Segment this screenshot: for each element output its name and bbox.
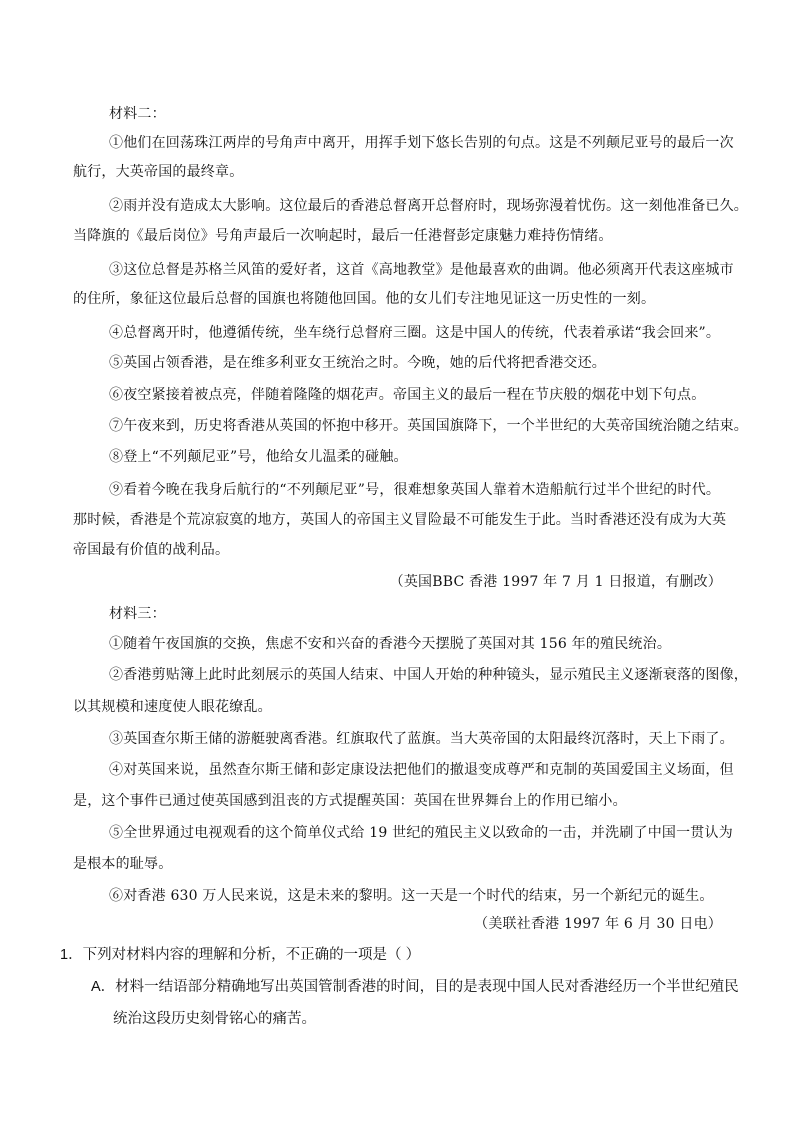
material2-heading: 材料二： (109, 106, 166, 122)
material3-p6: ⑥对香港 630 万人民来说，这是未来的黎明。这一天是一个时代的结束，另一个新纪元的诞生。 (109, 888, 714, 904)
material2-p9-line3: 帝国最有价值的战利品。 (73, 542, 230, 558)
material2-p9-line1: ⑨看着今晚在我身后航行的“不列颠尼亚”号，很难想象英国人靠着木造船航行过半个世纪的时代。 (109, 482, 721, 498)
material3-p3: ③英国查尔斯王储的游艇驶离香港。红旗取代了蓝旗。当大英帝国的太阳最终沉落时，天上下雨了。 (109, 731, 734, 747)
material2-p1-line1: ①他们在回荡珠江两岸的号角声中离开，用挥手划下悠长告别的句点。这是不列颠尼亚号的最后一次 (109, 135, 734, 151)
material3-p2-line1: ②香港剪贴簿上此时此刻展示的英国人结束、中国人开始的种种镜头，显示殖民主义逐渐衰落的图像， (109, 667, 748, 683)
material3-p4-line2: 是，这个事件已通过使英国感到沮丧的方式提醒英国：英国在世界舞台上的作用已缩小。 (73, 793, 627, 809)
material3-p2-line2: 以其规模和速度使人眼花缭乱。 (73, 699, 272, 715)
material3-p1: ①随着午夜国旗的交换，焦虑不安和兴奋的香港今天摆脱了英国对其 156 年的殖民统治。 (109, 636, 672, 652)
material2-p4: ④总督离开时，他遵循传统，坐车绕行总督府三圈。这是中国人的传统，代表着承诺“我会回来”。 (109, 325, 721, 341)
material3-p4-line1: ④对英国来说，虽然查尔斯王储和彭定康设法把他们的撤退变成尊严和克制的英国爱国主义场面，但 (109, 762, 734, 778)
material3-p5-line2: 是根本的耻辱。 (73, 856, 173, 872)
material2-p3-line1: ③这位总督是苏格兰风笛的爱好者，这首《高地教堂》是他最喜欢的曲调。他必须离开代表这座城市 (109, 262, 734, 278)
material3-p5-line1: ⑤全世界通过电视观看的这个简单仪式给 19 世纪的殖民主义以致命的一击，并洗刷了中国一贯认为 (109, 825, 733, 841)
question-stem: 1．下列对材料内容的理解和分析，不正确的一项是（ ） (60, 947, 421, 963)
option-a-line2: 统治这段历史刻骨铭心的痛苦。 (113, 1011, 316, 1027)
material2-p1-line2: 航行，大英帝国的最终章。 (73, 164, 244, 180)
material2-p7: ⑦午夜来到，历史将香港从英国的怀抱中移开。英国国旗降下，一个半世纪的大英帝国统治随之结束。 (109, 418, 748, 434)
material2-p5: ⑤英国占领香港，是在维多利亚女王统治之时。今晚，她的后代将把香港交还。 (109, 355, 606, 371)
material3-source: （美联社香港 1997 年 6 月 30 日电） (474, 916, 722, 932)
material2-p3-line2: 的住所，象征这位最后总督的国旗也将随他回国。他的女儿们专注地见证这一历史性的一刻。 (73, 291, 656, 307)
material2-p2-line1: ②雨并没有造成太大影响。这位最后的香港总督离开总督府时，现场弥漫着忧伤。这一刻他准备已久。 (109, 198, 748, 214)
material3-heading: 材料三： (109, 606, 166, 622)
material2-source: （英国BBC 香港 1997 年 7 月 1 日报道，有删改） (389, 574, 722, 590)
material2-p6: ⑥夜空紧接着被点亮，伴随着隆隆的烟花声。帝国主义的最后一程在节庆般的烟花中划下句点。 (109, 387, 706, 403)
material2-p8: ⑧登上“不列颠尼亚”号，他给女儿温柔的碰触。 (109, 449, 408, 465)
option-a-line1: A．材料一结语部分精确地写出英国管制香港的时间，目的是表现中国人民对香港经历一个半世纪殖民 (91, 979, 739, 995)
material2-p9-line2: 那时候，香港是个荒凉寂寞的地方，英国人的帝国主义冒险最不可能发生于此。当时香港还没有成为大英 (73, 512, 727, 528)
material2-p2-line2: 当降旗的《最后岗位》号角声最后一次响起时，最后一任港督彭定康魅力难持伤情绪。 (73, 228, 613, 244)
